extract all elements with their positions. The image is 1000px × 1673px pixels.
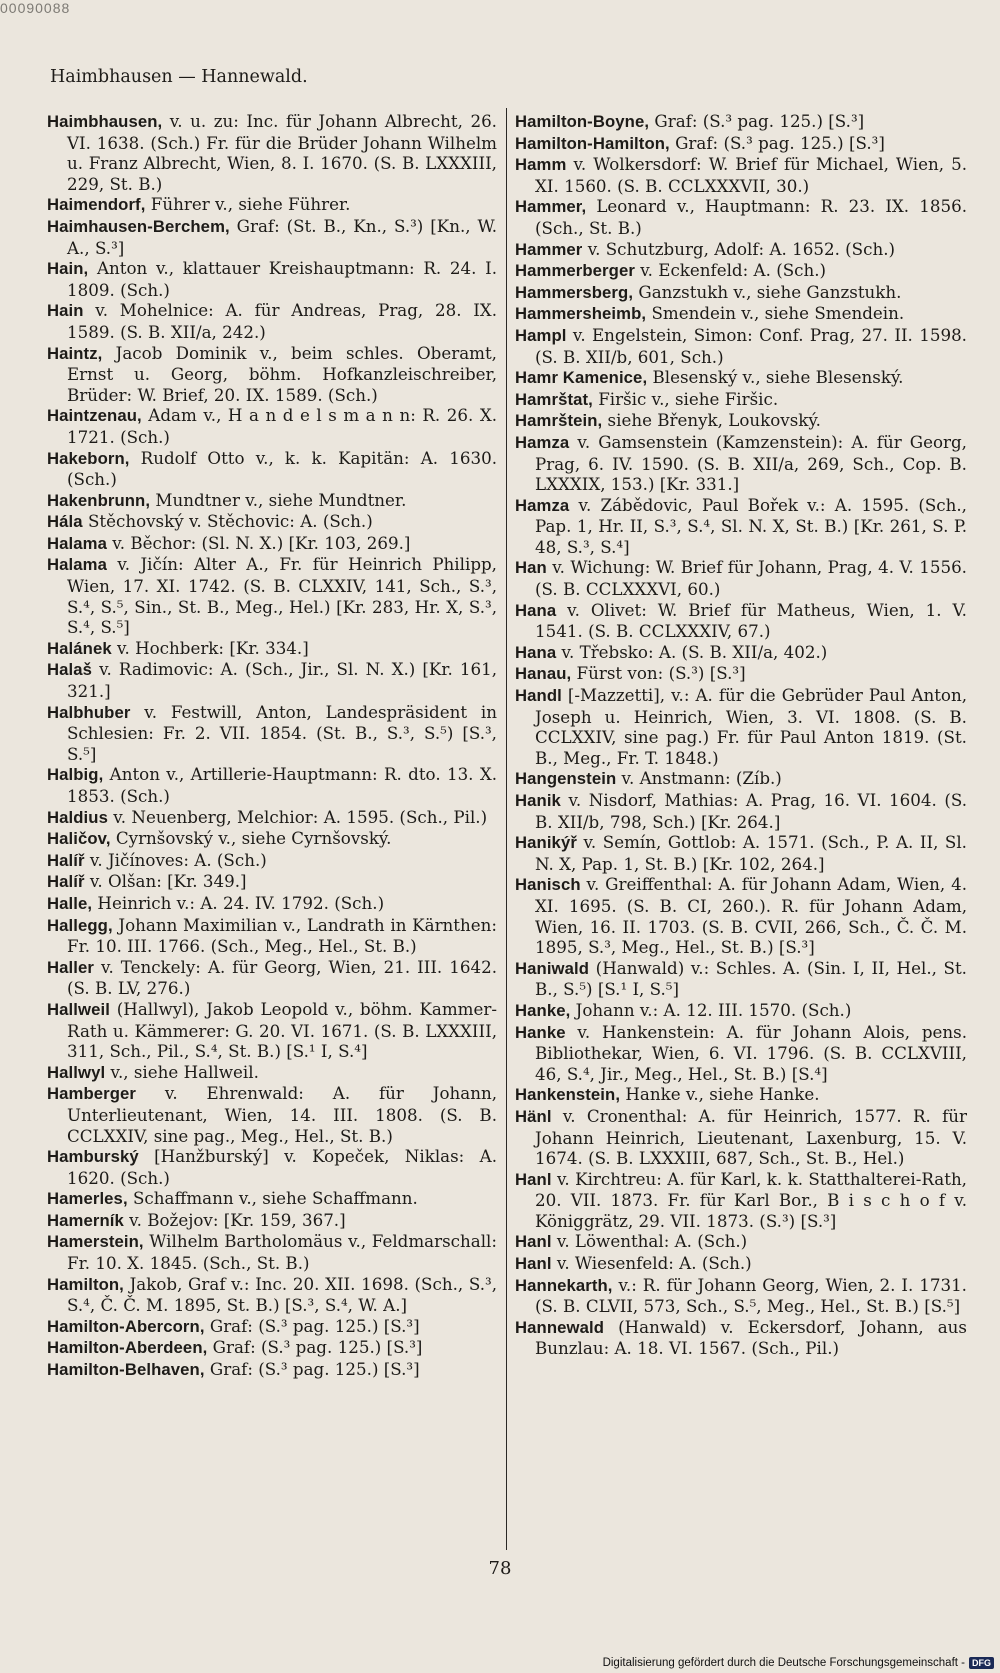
entry-text: v. Neuenberg, Melchior: A. 1595. (Sch., Pil.) <box>107 806 488 827</box>
entry-text: v. Gamsenstein (Kamzenstein): A. für Georg, Prag, 6. IV. 1590. (S. B. XII/a, 269, Sch., Cop. B. LXXXIX, 153.) [Kr. 331.] <box>535 431 967 495</box>
entry-name: Halíř <box>47 872 85 892</box>
entry-name: Haimhausen-Berchem, <box>47 216 230 236</box>
entry-name: Hanl <box>515 1254 552 1274</box>
entry-name: Hamm <box>515 155 567 175</box>
entry-text: Graf: (S.³ pag. 125.) [S.³] <box>669 132 885 153</box>
entry-text: Mundtner v., siehe Mundtner. <box>150 489 407 510</box>
entry <box>47 1083 497 1146</box>
entry-name: Halle, <box>47 893 93 913</box>
entry-text: Fürst von: (S.³) [S.³] <box>571 663 746 684</box>
entry <box>47 258 497 300</box>
entry-text: v. Cronenthal: A. für Heinrich, 1577. R. für Johann Heinrich, Lieutenant, Laxenburg, 15. V. 1674. (S. B. LXXXIII, 687, Sch., St. B., Hel.) <box>535 1105 967 1169</box>
column-divider <box>506 108 507 1550</box>
entry-name: Hamburský <box>47 1147 139 1167</box>
entry-name: Hamberger <box>47 1084 137 1104</box>
entry <box>515 325 967 367</box>
scan-id-mark: 00090088 <box>0 0 71 16</box>
entry <box>515 432 967 495</box>
entry-text: Firšic v., siehe Firšic. <box>592 388 779 409</box>
entry-text: Anton v., klattauer Kreishauptmann: R. 24. I. 1809. (Sch.) <box>67 258 497 300</box>
entry-name: Hammersheimb, <box>515 304 647 324</box>
entry-text: v. Eckenfeld: A. (Sch.) <box>634 260 827 281</box>
entry <box>515 133 967 155</box>
entry-text: Graf: (S.³ pag. 125.) [S.³] <box>204 1359 420 1380</box>
entry-name: Hänl <box>515 1106 552 1126</box>
entry <box>515 1084 967 1106</box>
entry-text: Johann v.: A. 12. III. 1570. (Sch.) <box>570 999 852 1020</box>
entry <box>515 1231 967 1253</box>
entry <box>47 1231 497 1273</box>
footer <box>603 1657 994 1669</box>
entry-text: v. Wiesenfeld: A. (Sch.) <box>551 1253 752 1274</box>
entry <box>515 600 967 642</box>
entry <box>47 490 497 512</box>
entry-text: Cyrnšovský v., siehe Cyrnšovský. <box>110 828 392 849</box>
page-number: 78 <box>488 1558 512 1579</box>
entry-text: Jakob, Graf v.: Inc. 20. XII. 1698. (Sch., S.³, S.⁴, Č. Č. M. 1895, St. B.) [S.³, S.⁴, W. A.] <box>67 1273 497 1316</box>
entry-text: (Hallwyl), Jakob Leopold v., böhm. Kammer-Rath u. Kämmerer: G. 20. VI. 1671. (S. B. LXXXIII, 311, Sch., Pil., S.⁴, St. B.) [S.¹ I, S.⁴] <box>67 998 497 1062</box>
entry-name: Halaš <box>47 660 93 680</box>
entry-name: Han <box>515 558 547 578</box>
entry-name: Hammerberger <box>515 261 635 281</box>
entry <box>47 1062 497 1084</box>
entry-name: Halbhuber <box>47 702 131 722</box>
entry-name: Haniwald <box>515 958 590 978</box>
entry-name: Hakenbrunn, <box>47 490 151 510</box>
entry-name: Hamilton-Abercorn, <box>47 1316 205 1336</box>
entry-name: Hanl <box>515 1169 552 1189</box>
entry-name: Hamza <box>515 495 570 515</box>
entry-name: Hannekarth, <box>515 1275 613 1295</box>
entry-text: v. u. zu: Inc. für Johann Albrecht, 26. VI. 1638. (Sch.) Fr. für die Brüder Johann Wilhelm u. Franz Albrecht, Wien, 8. I. 1670. (S. B. LXXXIII, 229, St. B.) <box>67 111 497 194</box>
entry-name: Hamilton-Boyne, <box>515 112 650 131</box>
entry-text: v. Löwenthal: A. (Sch.) <box>551 1231 748 1252</box>
entry <box>515 874 967 957</box>
entry <box>515 1000 967 1022</box>
entry-text: v. Běchor: (Sl. N. X.) [Kr. 103, 269.] <box>106 532 411 553</box>
entry <box>47 871 497 893</box>
entry-text: (Hanwald) v. Eckersdorf, Johann, aus Bunzlau: A. 18. VI. 1567. (Sch., Pil.) <box>535 1316 967 1359</box>
entry-text: Graf: (St. B., Kn., S.³) [Kn., W. A., S.³] <box>67 215 497 258</box>
entry <box>47 1274 497 1316</box>
entry <box>515 1317 967 1359</box>
entry <box>47 850 497 872</box>
entry <box>515 389 967 411</box>
entry-name: Haimbhausen, <box>47 112 163 131</box>
entry-text: v. Festwill, Anton, Landespräsident in Schlesien: Fr. 2. VII. 1854. (St. B., S.³, S.⁵) [S.³, S.⁵] <box>67 701 497 764</box>
entry-name: Hannewald <box>515 1317 604 1337</box>
entry <box>515 154 967 196</box>
right-column <box>515 111 967 1359</box>
entry <box>515 303 967 325</box>
entry-text: v. Olivet: W. Brief für Matheus, Wien, 1. V. 1541. (S. B. CCLXXXIV, 67.) <box>535 599 967 642</box>
entry-text: v. Zábědovic, Paul Bořek v.: A. 1595. (Sch., Pap. 1, Hr. II, S.³, S.⁴, Sl. N. X, St. B.) [Kr. 261, S. P. 48, S.³, S.⁴] <box>535 494 967 557</box>
entry-name: Hamza <box>515 432 570 452</box>
entry-name: Hamerles, <box>47 1189 128 1209</box>
entry-text: Rudolf Otto v., k. k. Kapitän: A. 1630. (Sch.) <box>67 447 497 490</box>
entry <box>515 260 967 282</box>
entry-text: v. Wolkersdorf: W. Brief für Michael, Wien, 5. XI. 1560. (S. B. CCLXXXVII, 30.) <box>535 154 967 196</box>
entry-name: Haimendorf, <box>47 195 146 215</box>
entry <box>515 1169 967 1232</box>
entry <box>515 663 967 685</box>
entry <box>47 1316 497 1338</box>
footer-text: Digitalisierung gefördert durch die Deutsche Forschungsgemeinschaft - <box>602 1657 965 1669</box>
entry-name: Halama <box>47 533 107 553</box>
entry <box>47 807 497 829</box>
entry-text: v. Kirchtreu: A. für Karl, k. k. Statthalterei-Rath, 20. VII. 1873. Fr. für Karl Bor., B i s c h o f v. Königgrätz, 29. VII. 1873. (S.³) [S.³] <box>535 1168 967 1231</box>
entry-text: v. Anstmann: (Zíb.) <box>616 768 782 789</box>
entry <box>47 111 497 194</box>
entry-name: Hanau, <box>515 664 572 684</box>
entry <box>47 638 497 660</box>
entry-text: v. Tenckely: A. für Georg, Wien, 21. III. 1642. (S. B. LV, 276.) <box>67 956 497 999</box>
entry <box>515 367 967 389</box>
entry <box>47 915 497 957</box>
entry-name: Hanke, <box>515 1000 571 1020</box>
entry <box>515 111 967 133</box>
entry <box>47 343 497 406</box>
entry-name: Hankenstein, <box>515 1085 621 1105</box>
entry-text: v. Mohelnice: A. für Andreas, Prag, 28. IX. 1589. (S. B. XII/a, 242.) <box>67 300 497 342</box>
entry-name: Hanisch <box>515 875 581 895</box>
entry <box>47 659 497 701</box>
entry-name: Hamilton-Belhaven, <box>47 1360 205 1380</box>
entry-name: Hallegg, <box>47 915 113 935</box>
entry-name: Hallwyl <box>47 1062 106 1082</box>
entry <box>515 239 967 261</box>
entry-text: v. Olšan: [Kr. 349.] <box>84 871 247 892</box>
entry <box>47 448 497 490</box>
entry-text: v. Božejov: [Kr. 159, 367.] <box>123 1209 346 1230</box>
entry-name: Handl <box>515 686 562 706</box>
entry <box>47 828 497 850</box>
entry-text: Graf: (S.³ pag. 125.) [S.³] <box>649 111 865 131</box>
entry <box>515 557 967 599</box>
entry-name: Halama <box>47 555 107 575</box>
entry-name: Hana <box>515 642 557 662</box>
entry <box>515 958 967 1000</box>
entry-name: Haintzenau, <box>47 406 142 426</box>
entry-name: Hain <box>47 301 84 321</box>
entry-text: Ganzstukh v., siehe Ganzstukh. <box>633 281 902 302</box>
entry-name: Hallweil <box>47 999 110 1019</box>
entry-name: Hamerstein, <box>47 1232 144 1252</box>
entry-text: v. Nisdorf, Mathias: A. Prag, 16. VI. 1604. (S. B. XII/b, 798, Sch.) [Kr. 264.] <box>535 790 967 832</box>
entry-name: Halíř <box>47 850 85 870</box>
dfg-logo-icon: DFG <box>969 1657 994 1669</box>
entry-name: Hammer, <box>515 197 587 217</box>
entry <box>515 768 967 790</box>
entry-text: Adam v., H a n d e l s m a n n: R. 26. X. 1721. (Sch.) <box>67 405 497 447</box>
entry-name: Hamilton-Aberdeen, <box>47 1338 208 1358</box>
entry-text: [-Mazzetti], v.: A. für die Gebrüder Paul Anton, Joseph u. Heinrich, Wien, 3. VI. 1808. (S. B. CCLXXIV, sine pag.) Fr. für Paul Anton 1819. (St. B., Meg., Fr. T. 1848.) <box>535 685 967 768</box>
entry-name: Hanik <box>515 791 561 810</box>
entry-text: Anton v., Artillerie-Hauptmann: R. dto. 13. X. 1853. (Sch.) <box>67 764 497 806</box>
entry <box>47 1146 497 1188</box>
entry-text: Graf: (S.³ pag. 125.) [S.³] <box>204 1315 420 1336</box>
entry-name: Halánek <box>47 638 112 658</box>
entry <box>515 685 967 768</box>
entry-name: Hampl <box>515 325 567 345</box>
entry-text: v. Třebsko: A. (S. B. XII/a, 402.) <box>556 641 828 662</box>
entry <box>47 999 497 1062</box>
entry-text: siehe Břenyk, Loukovský. <box>602 410 821 431</box>
entry-text: Leonard v., Hauptmann: R. 23. IX. 1856. (Sch., St. B.) <box>535 196 967 238</box>
entry-name: Haldius <box>47 807 108 827</box>
entry-name: Hamilton-Hamilton, <box>515 133 670 153</box>
entry-text: v. Ehrenwald: A. für Johann, Unterlieutenant, Wien, 14. III. 1808. (S. B. CCLXXIV, sine pag., Meg., Hel., St. B.) <box>67 1083 497 1146</box>
running-header: Haimbhausen — Hannewald. <box>50 67 308 87</box>
entry <box>47 1210 497 1232</box>
entry-text: v. Radimovic: A. (Sch., Jir., Sl. N. X.) [Kr. 161, 321.] <box>67 659 497 702</box>
entry-text: v. Schutzburg, Adolf: A. 1652. (Sch.) <box>582 238 896 259</box>
entry-name: Haller <box>47 957 94 977</box>
entry-name: Hammersberg, <box>515 282 634 302</box>
entry-name: Hana <box>515 600 557 620</box>
entry-name: Halbig, <box>47 765 104 785</box>
entry <box>47 216 497 258</box>
entry <box>47 893 497 915</box>
entry-text: v. Hankenstein: A. für Johann Alois, pens. Bibliothekar, Wien, 6. VI. 1796. (S. B. CCLXVIII, 46, S.⁴, Jir., Meg., Hel., St. B.) [S.⁴] <box>535 1021 967 1084</box>
entry <box>47 764 497 806</box>
entry <box>47 533 497 555</box>
entry-name: Hamrštein, <box>515 411 603 431</box>
entry <box>515 790 967 832</box>
entry-text: v. Hochberk: [Kr. 334.] <box>111 637 309 658</box>
entry-text: Jacob Dominik v., beim schles. Oberamt, Ernst u. Georg, böhm. Hofkanzleischreiber, Brüder: W. Brief, 20. IX. 1589. (Sch.) <box>67 342 497 405</box>
entry-text: Hanke v., siehe Hanke. <box>620 1084 820 1105</box>
entry-name: Haličov, <box>47 829 111 849</box>
entry <box>47 1359 497 1381</box>
entry-text: v. Jičín: Alter A., Fr. für Heinrich Philipp, Wien, 17. XI. 1742. (S. B. CLXXIV, 141, Sch., S.³, S.⁴, S.⁵, Sin., St. B., Meg., Hel.) [Kr. 283, Hr. X, S.³, S.⁴, S.⁵] <box>67 554 497 638</box>
entry-text: v.: R. für Johann Georg, Wien, 2. I. 1731. (S. B. CLVII, 573, Sch., S.⁵, Meg., Hel., St. B.) [S.⁵] <box>535 1274 967 1317</box>
entry <box>47 702 497 765</box>
entry-text: Schaffmann v., siehe Schaffmann. <box>127 1188 418 1209</box>
entry-text: Johann Maximilian v., Landrath in Kärnthen: Fr. 10. III. 1766. (Sch., Meg., Hel., St. B.) <box>67 914 497 957</box>
entry <box>515 832 967 874</box>
entry-name: Hamrštat, <box>515 389 593 409</box>
entry-name: Hammer <box>515 239 583 259</box>
entry-text: Smendein v., siehe Smendein. <box>646 303 905 324</box>
entry <box>515 1275 967 1317</box>
entry <box>47 511 497 533</box>
entry-name: Haintz, <box>47 343 103 363</box>
entry-name: Hakeborn, <box>47 448 130 468</box>
entry <box>515 1022 967 1085</box>
entry <box>47 300 497 342</box>
entry-name: Hála <box>47 512 83 532</box>
left-column <box>47 111 497 1381</box>
entry-text: (Hanwald) v.: Schles. A. (Sin. I, II, Hel., St. B., S.⁵) [S.¹ I, S.⁵] <box>535 957 967 1000</box>
entry <box>47 405 497 447</box>
entry-name: Hanl <box>515 1232 552 1252</box>
entry <box>515 1106 967 1169</box>
entry-name: Hamerník <box>47 1210 124 1230</box>
entry-text: v., siehe Hallweil. <box>105 1061 259 1082</box>
entry <box>515 282 967 304</box>
entry <box>47 957 497 999</box>
entry-name: Hamilton, <box>47 1274 124 1294</box>
entry <box>47 1188 497 1210</box>
entry <box>515 410 967 432</box>
entry-name: Hanikýř <box>515 833 577 853</box>
entry <box>47 194 497 216</box>
entry-name: Hain, <box>47 259 89 279</box>
entry <box>515 196 967 238</box>
entry <box>515 495 967 558</box>
entry-text: Führer v., siehe Führer. <box>145 194 351 215</box>
entry-text: Blesenský v., siehe Blesenský. <box>647 367 904 388</box>
entry-name: Hamr Kamenice, <box>515 368 648 388</box>
entry-text: v. Jičínoves: A. (Sch.) <box>84 849 267 870</box>
entry-text: Graf: (S.³ pag. 125.) [S.³] <box>207 1337 423 1358</box>
entry-text: Stěchovský v. Stěchovic: A. (Sch.) <box>82 511 373 532</box>
entry <box>515 642 967 664</box>
entry <box>47 554 497 637</box>
entry-text: Wilhelm Bartholomäus v., Feldmarschall: Fr. 10. X. 1845. (Sch., St. B.) <box>67 1231 497 1274</box>
entry-text: v. Greiffenthal: A. für Johann Adam, Wien, 4. XI. 1695. (S. B. CI, 260.). R. für Johann Adam, Wien, 16. II. 1703. (S. B. CVII, 266, Sch., Č. Č. M. 1895, S.³, Meg., Hel., St. B.) [S.³] <box>535 874 967 958</box>
entry-text: v. Wichung: W. Brief für Johann, Prag, 4. V. 1556. (S. B. CCLXXXVI, 60.) <box>535 557 967 600</box>
entry-name: Hanke <box>515 1022 566 1042</box>
entry-text: [Hanžburský] v. Kopeček, Niklas: A. 1620. (Sch.) <box>67 1146 497 1188</box>
entry-text: v. Engelstein, Simon: Conf. Prag, 27. II. 1598. (S. B. XII/b, 601, Sch.) <box>535 324 967 367</box>
entry <box>515 1253 967 1275</box>
entry <box>47 1337 497 1359</box>
entry-name: Hangenstein <box>515 769 617 789</box>
entry-text: Heinrich v.: A. 24. IV. 1792. (Sch.) <box>92 892 385 913</box>
entry-text: v. Semín, Gottlob: A. 1571. (Sch., P. A. II, Sl. N. X, Pap. 1, St. B.) [Kr. 102, 264.] <box>535 832 967 874</box>
